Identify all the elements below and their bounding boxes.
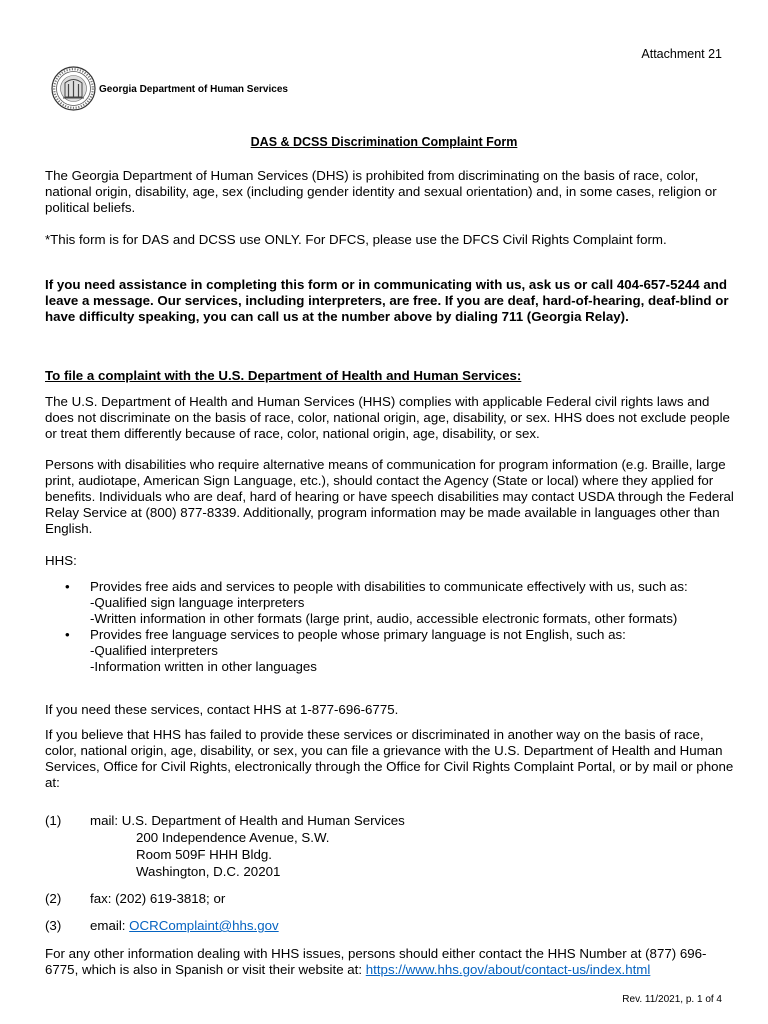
mail-address-label: mail: U.S. Department of Health and Human Services [90,813,405,828]
contact-number: (3) [45,918,62,933]
disability-communication-paragraph: Persons with disabilities who require alternative means of communication for program information (e.g. Braille, large print, audiotape, American Sign Language, etc.), should contact the Agency (State or local) where they applied for benefits. Individuals who are deaf, hard of hearing or have speech disabilities may contact USDA through the Federal Relay Service at (800) 877-8339. Additionally, program information may be made available in languages other than English. [45,457,734,536]
hhs-complaint-heading: To file a complaint with the U.S. Department of Health and Human Services: [45,368,522,383]
bullet-icon: • [65,579,70,594]
hhs-compliance-paragraph: The U.S. Department of Health and Human Services (HHS) complies with applicable Federal civil rights laws and does not discriminate on the basis of race, color, national origin, age, disability, or sex. HHS does not exclude people or treat them differently because of race, color, national origin, age, disability, or sex. [45,394,730,441]
form-title: DAS & DCSS Discrimination Complaint Form [250,135,518,149]
list-item [45,627,735,675]
hhs-label: HHS: [45,553,77,568]
address-line: 200 Independence Avenue, S.W. [136,830,330,845]
fax-number: fax: (202) 619-3818; or [90,891,226,906]
list-subitem: -Qualified sign language interpreters [90,595,305,610]
das-dcss-only-note: *This form is for DAS and DCSS use ONLY. For DFCS, please use the DFCS Civil Rights Complaint form. [45,232,667,247]
intro-paragraph: The Georgia Department of Human Services (DHS) is prohibited from discriminating on the basis of race, color, national origin, disability, age, sex (including gender identity and sexual orientation) and, in some cases, religion or political beliefs. [45,168,717,215]
list-item-text: Provides free language services to people whose primary language is not English, such as: [90,627,626,642]
other-info-text: For any other information dealing with HHS issues, persons should either contact the HHS Number at (877) 696-6775, which is also in Spanish or visit their website at: [45,946,707,977]
list-subitem: -Information written in other languages [90,659,317,674]
attachment-label: Attachment 21 [641,47,722,61]
email-link[interactable]: OCRComplaint@hhs.gov [129,918,279,933]
address-line: Washington, D.C. 20201 [136,864,281,879]
hhs-services-list [45,579,735,675]
list-item-text: Provides free aids and services to people with disabilities to communicate effectively with us, such as: [90,579,688,594]
revision-footer: Rev. 11/2021, p. 1 of 4 [622,994,722,1005]
contact-hhs-line: If you need these services, contact HHS at 1-877-696-6775. [45,702,399,717]
list-subitem: -Qualified interpreters [90,643,218,658]
list-subitem: -Written information in other formats (large print, audio, accessible electronic formats, other formats) [90,611,678,626]
contact-number: (1) [45,813,62,828]
list-item [45,579,735,627]
address-line: Room 509F HHH Bldg. [136,847,272,862]
grievance-paragraph: If you believe that HHS has failed to provide these services or discriminated in another way on the basis of race, color, national origin, age, disability, or sex, you can file a grievance with the U.S. Department of Health and Human Services, Office for Civil Rights, electronically through the Office for Civil Rights Complaint Portal, or by mail or phone at: [45,727,734,790]
contact-number: (2) [45,891,62,906]
email-contact-line [90,918,279,934]
assistance-paragraph: If you need assistance in completing this form or in communicating with us, ask us or call 404-657-5244 and leave a message. Our services, including interpreters, are free. If you are deaf, hard-of-hearing, deaf-blind or have difficulty speaking, you can call us at the number above by dialing 711 (Georgia Relay). [45,277,729,324]
other-info-paragraph [45,946,735,978]
hhs-website-link[interactable]: https://www.hhs.gov/about/contact-us/index.html [365,962,651,977]
department-name: Georgia Department of Human Services [99,84,288,95]
bullet-icon: • [65,627,70,642]
email-label: email: [90,918,130,933]
georgia-seal-icon [51,66,96,111]
